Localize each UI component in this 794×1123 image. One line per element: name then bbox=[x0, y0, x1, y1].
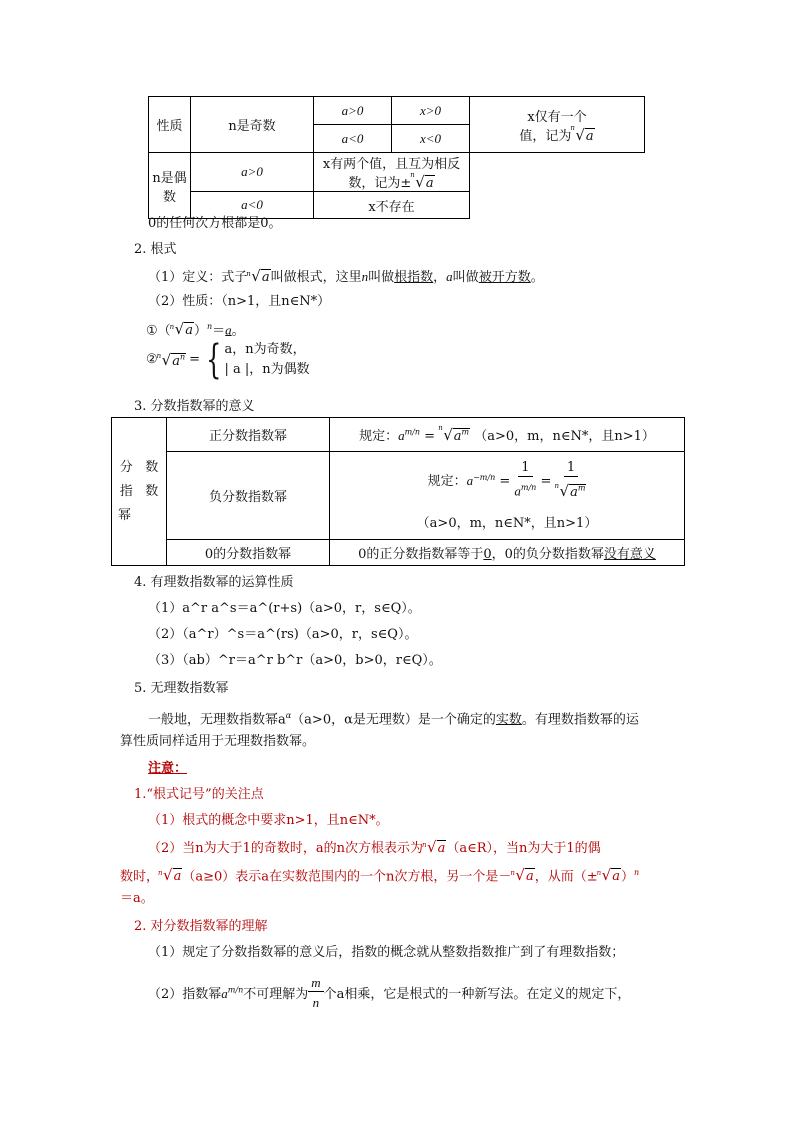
side-label: 分 数 指 数 幂 bbox=[112, 418, 167, 566]
nth-root-a-icon: n √a bbox=[596, 866, 620, 885]
radical-property: （2）性质：（n>1，且n∈N*） bbox=[148, 294, 331, 309]
negative-label: 负分数指数幂 bbox=[167, 452, 330, 540]
nth-root-a-icon: n √a bbox=[158, 866, 182, 885]
property-header: 性质 bbox=[149, 97, 191, 153]
even-result-cell: x有两个值，且互为相反数，记为± n √a bbox=[314, 153, 470, 192]
rule-1: （1）a^r a^s＝a^(r+s)（a>0，r，s∈Q）。 bbox=[148, 601, 421, 616]
note-2-2: （2）指数幂$a^{m/n}$不可理解为 $\frac{m}{n}$ 个a相乘，它是根式的一种新写法。在定义的规定下， bbox=[148, 975, 631, 1010]
x-positive-cell: x>0 bbox=[392, 97, 470, 125]
zero-rule: 0的正分数指数幂等于0，0的负分数指数幂没有意义 bbox=[330, 540, 685, 566]
note-1-title: 1.“根式记号”的关注点 bbox=[134, 787, 264, 802]
odd-result-cell: x仅有一个 值，记为 n √a bbox=[470, 97, 645, 153]
nth-root-an-icon: n $√a^n$ bbox=[156, 351, 186, 370]
note-1-2: （2）当n为大于1的奇数时，a的n次方根表示为 n √a（a∈R），当n为大于1的偶 bbox=[148, 838, 601, 856]
nth-root-a-icon: n √a bbox=[422, 838, 446, 856]
negative-rule: 规定：$a^{-m/n}$ = $\frac{1}{a^{m/n}}$ = 1 n $√a^m$ （a>0，m，n∈N*，且n>1） bbox=[330, 452, 685, 540]
note-title: 注意： bbox=[148, 761, 188, 776]
nth-root-a-icon: n √a bbox=[169, 320, 193, 339]
irrational-para-2: 算性质同样适用于无理数指数幂。 bbox=[120, 734, 316, 749]
note-2-1: （1）规定了分数指数幂的意义后，指数的概念就从整数指数推广到了有理数指数； bbox=[148, 945, 625, 960]
nth-root-a-icon: n √a bbox=[246, 267, 270, 285]
property-1: ①（ n √a）$^n$＝a。 bbox=[146, 320, 245, 339]
nth-root-a-icon: n √a bbox=[570, 123, 594, 144]
even-neg-result-cell: x不存在 bbox=[314, 192, 470, 219]
positive-rule: 规定：$a^{m/n}$ = n $√a^m$ （a>0，m，n∈N*，且n>1） bbox=[330, 418, 685, 452]
a-negative-cell-even: a<0 bbox=[191, 192, 314, 219]
a-negative-cell: a<0 bbox=[314, 125, 392, 153]
nth-root-a-icon: n √a bbox=[410, 171, 434, 191]
nth-root-am-icon: n $√a^m$ bbox=[554, 481, 586, 500]
rule-3: （3）（ab）^r＝a^r b^r（a>0，b>0，r∈Q）。 bbox=[148, 653, 442, 668]
root-property-table bbox=[148, 96, 645, 219]
zero-root-text: 0的任何次方根都是0。 bbox=[148, 216, 282, 231]
rule-2: （2）（a^r）^s＝a^(rs)（a>0，r，s∈Q）。 bbox=[148, 627, 418, 642]
radical-definition: （1）定义：式子 n √a叫做根式，这里n叫做根指数，a叫做被开方数。 bbox=[148, 267, 544, 285]
note-1-4: ＝a。 bbox=[120, 891, 154, 906]
a-positive-cell-even: a>0 bbox=[191, 153, 314, 192]
nth-root-am-icon: n $√a^m$ bbox=[438, 424, 470, 444]
section-3-title: 3. 分数指数幂的意义 bbox=[134, 399, 255, 414]
section-4-title: 4. 有理数指数幂的运算性质 bbox=[134, 575, 294, 590]
note-1-3: 数时， n √a（a≥0）表示a在实数范围内的一个n次方根，另一个是－ n √a，从而（± n √a）$^n$ bbox=[120, 866, 640, 885]
positive-label: 正分数指数幂 bbox=[167, 418, 330, 452]
section-5-title: 5. 无理数指数幂 bbox=[134, 681, 229, 696]
even-label: n是偶数 bbox=[149, 153, 191, 219]
nth-root-a-icon: n √a bbox=[510, 866, 534, 885]
note-2-title: 2. 对分数指数幂的理解 bbox=[134, 919, 268, 934]
odd-label: n是奇数 bbox=[191, 97, 314, 153]
zero-label: 0的分数指数幂 bbox=[167, 540, 330, 566]
section-2-title: 2. 根式 bbox=[134, 242, 177, 257]
irrational-para-1: 一般地，无理数指数幂$a^\alpha(a>0$，α是无理数）是一个确定的实数。有理数指数幂的运 bbox=[148, 711, 639, 728]
x-negative-cell: x<0 bbox=[392, 125, 470, 153]
fractional-exponent-table bbox=[111, 417, 685, 566]
property-2: ② n $√a^n$ = { a，n为奇数， | a |，n为偶数 bbox=[146, 337, 310, 383]
note-1-1: （1）根式的概念中要求n>1，且n∈N*。 bbox=[148, 813, 389, 828]
a-positive-cell: a>0 bbox=[314, 97, 392, 125]
